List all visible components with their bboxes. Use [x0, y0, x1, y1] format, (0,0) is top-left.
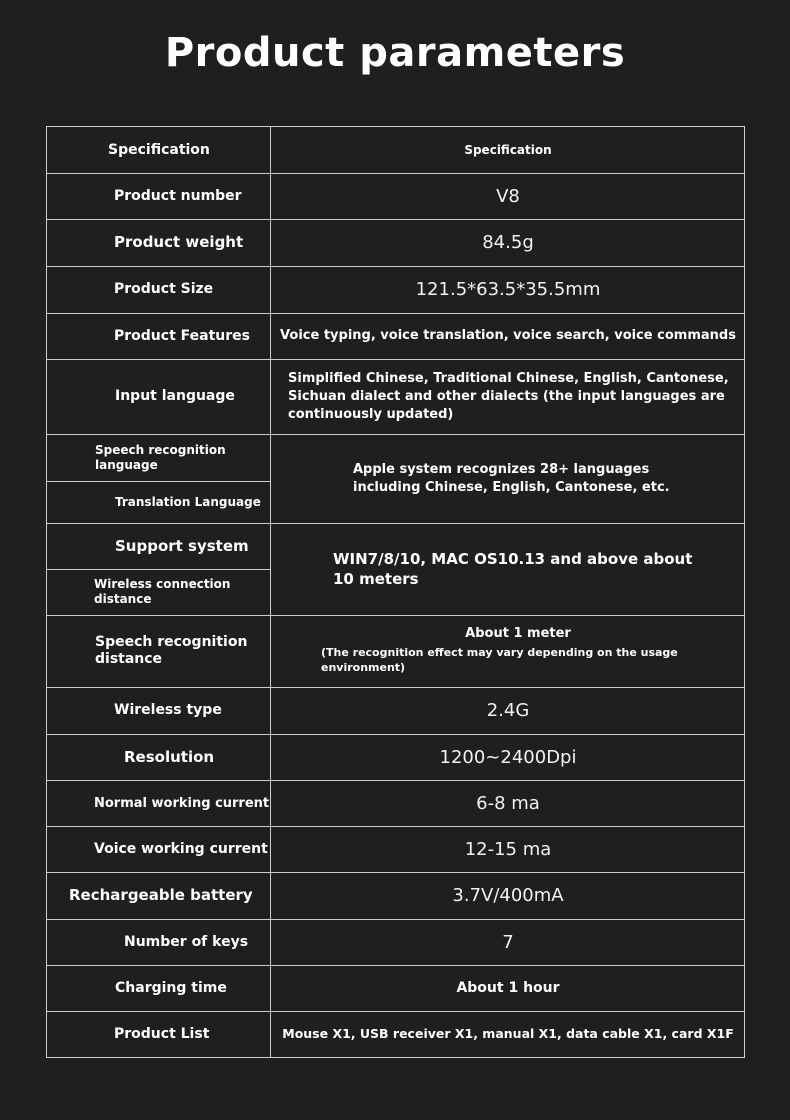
row-label: Wireless connection distance [94, 577, 231, 606]
header-value: Specification [464, 143, 552, 157]
row-label: Rechargeable battery [69, 886, 253, 904]
page-title: Product parameters [164, 30, 626, 76]
row-value: 121.5*63.5*35.5mm [415, 279, 601, 300]
row-value: 6-8 ma [476, 792, 540, 814]
merged-languages-value: Apple system recognizes 28+ languages including Chinese, English, Cantonese, etc. [353, 461, 670, 495]
row-label: Number of keys [124, 933, 249, 950]
row-value: About 1 hour [456, 980, 560, 996]
row-label: Voice working current [94, 840, 268, 857]
row-label: Speech recognition distance [95, 634, 248, 667]
row-label: Product Features [114, 327, 250, 344]
row-label: Product number [114, 187, 242, 204]
row-value: 2.4G [486, 700, 530, 721]
row-label: Support system [115, 536, 249, 555]
row-value: 12-15 ma [464, 838, 552, 860]
header-label: Specification [108, 141, 210, 158]
row-label: Translation Language [115, 494, 261, 509]
row-label: Speech recognition language [95, 442, 226, 472]
row-value: Mouse X1, USB receiver X1, manual X1, data cable X1, card X1F [282, 1026, 734, 1041]
row-label: Normal working current [94, 795, 270, 811]
row-value: 3.7V/400mA [452, 885, 564, 906]
row-value-note: (The recognition effect may vary depending on the usage environment) [321, 646, 678, 674]
row-label: Product Size [114, 281, 214, 297]
row-label: Input language [115, 388, 235, 404]
spec-table [46, 126, 745, 1058]
row-label: Product List [114, 1025, 210, 1042]
row-value [271, 615, 745, 687]
row-label: Resolution [124, 747, 215, 766]
row-value: 7 [502, 931, 514, 953]
row-value: 1200~2400Dpi [439, 746, 577, 768]
row-label: Charging time [115, 979, 227, 996]
row-label: Wireless type [114, 702, 222, 718]
merged-system-distance-value: WIN7/8/10, MAC OS10.13 and above about 10 meters [333, 550, 693, 588]
row-value: 84.5g [482, 232, 534, 253]
row-value: V8 [496, 185, 520, 207]
row-label: Product weight [114, 233, 244, 251]
row-value: Simplified Chinese, Traditional Chinese, English, Cantonese, Sichuan dialect and other dialects (the input languages are continuously updated) [288, 370, 729, 422]
row-value: Voice typing, voice translation, voice search, voice commands [280, 328, 736, 343]
row-value-main: About 1 meter [465, 626, 571, 641]
